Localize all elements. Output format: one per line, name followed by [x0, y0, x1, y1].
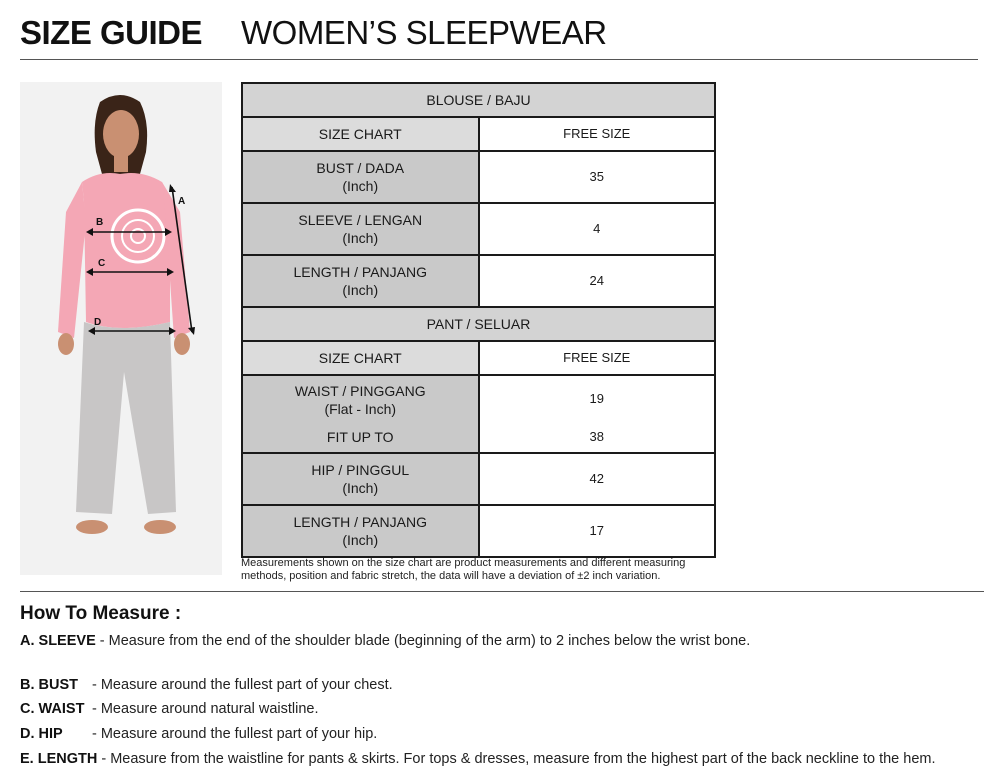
pant-section-title: PANT / SELUAR: [242, 307, 715, 341]
measure-item-waist: C. WAIST - Measure around natural waistline.: [20, 701, 319, 717]
row-value-waist: 19 38: [479, 375, 716, 453]
table-row: [242, 453, 715, 505]
pant-header-value: FREE SIZE: [479, 341, 716, 375]
row-value: 35: [479, 151, 716, 203]
measure-item-length: E. LENGTH - Measure from the waistline for pants & skirts. For tops & dresses, measure from the highest part of the back neckline to the hem.: [20, 751, 936, 767]
table-row: [242, 505, 715, 557]
row-value: 24: [479, 255, 716, 307]
size-chart-table: [241, 82, 716, 558]
page-subtitle: WOMEN’S SLEEPWEAR: [241, 14, 607, 51]
blouse-section-title: BLOUSE / BAJU: [242, 83, 715, 117]
how-to-measure-title: How To Measure :: [20, 603, 182, 624]
model-illustration: [20, 82, 222, 575]
row-value: 17: [479, 505, 716, 557]
measure-item-sleeve: A. SLEEVE - Measure from the end of the shoulder blade (beginning of the arm) to 2 inches below the wrist bone.: [20, 633, 751, 649]
row-label: LENGTH / PANJANG (Inch): [242, 505, 479, 557]
figure-label-b: B: [96, 217, 104, 228]
blouse-header-label: SIZE CHART: [242, 117, 479, 151]
measure-item-hip: D. HIP - Measure around the fullest part of your hip.: [20, 726, 378, 742]
page-title: SIZE GUIDE: [20, 14, 203, 51]
row-label-waist: WAIST / PINGGANG (Flat - Inch) FIT UP TO: [242, 375, 479, 453]
row-label: SLEEVE / LENGAN (Inch): [242, 203, 479, 255]
row-value: 4: [479, 203, 716, 255]
model-photo: [20, 82, 222, 575]
table-row: [242, 203, 715, 255]
figure-label-c: C: [98, 258, 106, 269]
section-divider: [20, 591, 984, 592]
table-row: [242, 151, 715, 203]
measurement-note: Measurements shown on the size chart are product measurements and different measuring methods, position and fabric stretch, the data will have a deviation of ±2 inch variation.: [241, 557, 686, 582]
table-row: [242, 375, 715, 453]
row-value: 42: [479, 453, 716, 505]
pant-header-label: SIZE CHART: [242, 341, 479, 375]
blouse-header-value: FREE SIZE: [479, 117, 716, 151]
measure-item-bust: B. BUST - Measure around the fullest part of your chest.: [20, 677, 393, 693]
row-label: LENGTH / PANJANG (Inch): [242, 255, 479, 307]
figure-label-a: A: [178, 196, 186, 207]
table-row: [242, 255, 715, 307]
figure-label-d: D: [94, 317, 102, 328]
header-divider: [20, 59, 978, 60]
row-label: HIP / PINGGUL (Inch): [242, 453, 479, 505]
row-label: BUST / DADA (Inch): [242, 151, 479, 203]
